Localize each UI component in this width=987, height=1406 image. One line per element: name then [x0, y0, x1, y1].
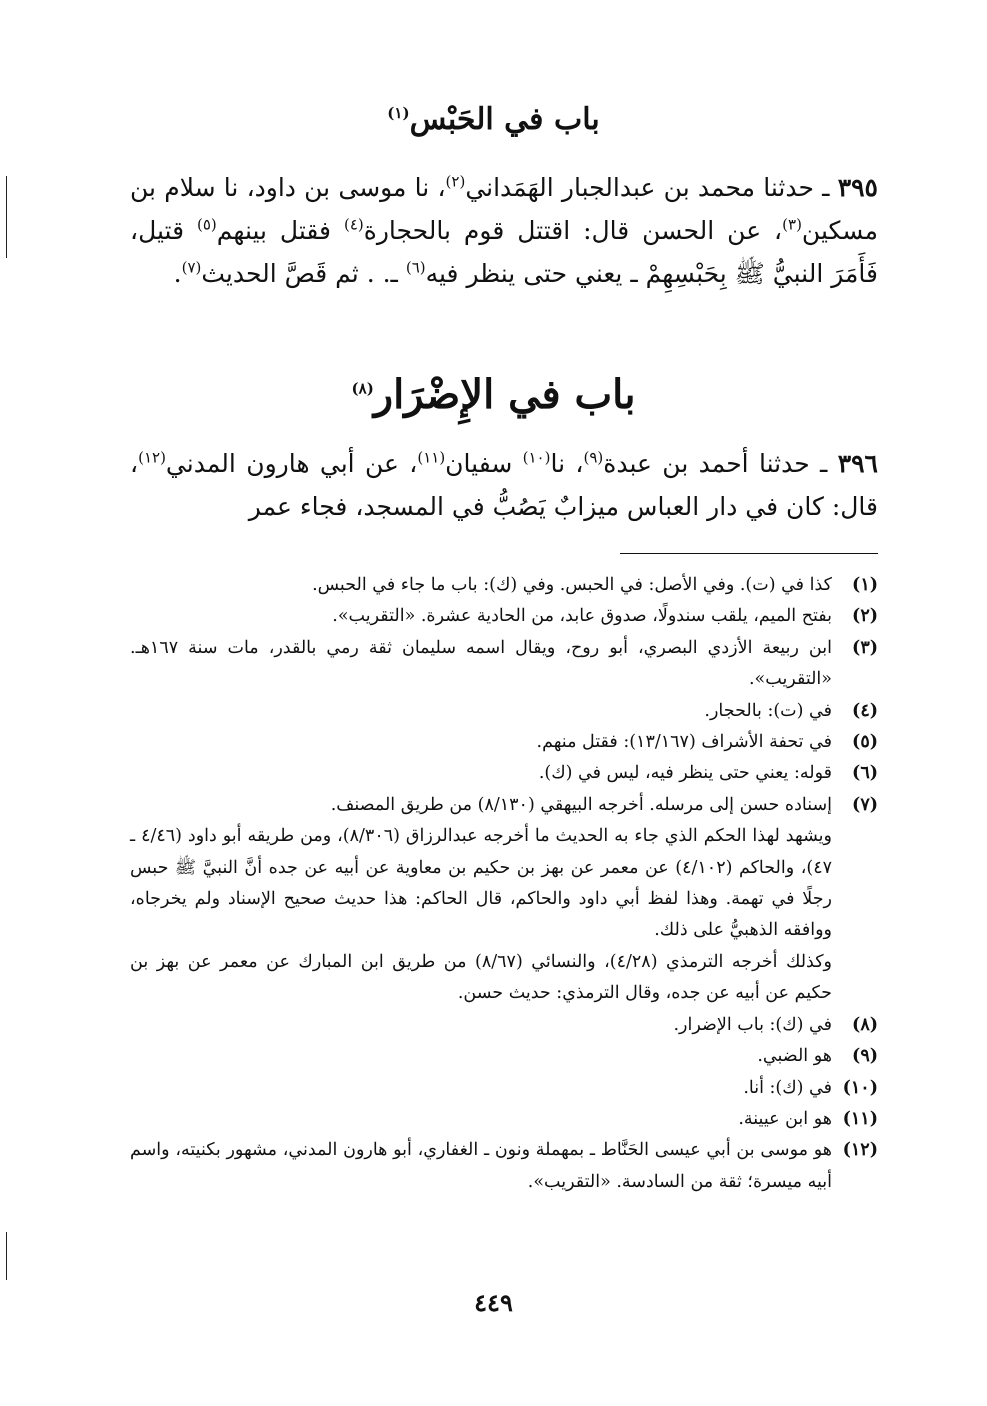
footnote-ref: (٩) [583, 448, 604, 467]
footnote-paragraph: في (ك): أنا. [743, 1077, 832, 1098]
footnote-text [130, 1135, 832, 1198]
footnote-text [130, 1010, 832, 1041]
footnote-text [130, 727, 832, 758]
footnote-ref: (٦) [405, 258, 426, 277]
footnote-text [130, 601, 832, 632]
text-run: ـ حدثنا أحمد بن عبدة [603, 449, 828, 478]
footnote-paragraph: وكذلك أخرجه الترمذي (٤/٢٨)، والنسائي (٨/٦٧) من طريق ابن المبارك عن معمر عن بهز بن حكيم عن أبيه عن جده، وقال الترمذي: حديث حسن. [130, 951, 832, 1004]
hadith-number: ٣٩٥ [837, 173, 878, 202]
footnote-number: (٩) [852, 1046, 878, 1067]
margin-mark [6, 176, 7, 258]
footnote-paragraph: ويشهد لهذا الحكم الذي جاء به الحديث ما أخرجه عبدالرزاق (٨/٣٠٦)، ومن طريقه أبو داود (٤/٤٦ ـ ٤٧)، والحاكم (٤/١٠٢) عن معمر عن بهز بن حكيم بن معاوية عن أبيه عن جده أنَّ النبيَّ ﷺ حبس رجلًا في تهمة. وهذا لفظ أبي داود والحاكم، قال الحاكم: هذا حديث صحيح الإسناد ولم يخرجاه، ووافقه الذهبيُّ على ذلك. [130, 826, 833, 941]
text-run: ، عن الحسن قال: اقتتل قوم بالحجارة [363, 216, 783, 245]
footnote-separator [620, 553, 878, 554]
footnote [130, 1073, 878, 1104]
footnote [130, 1135, 878, 1198]
footnote-paragraph: هو الضبي. [757, 1046, 832, 1067]
footnote-ref: (١) [387, 104, 410, 122]
footnote-paragraph: في (ت): بالحجار. [704, 700, 832, 721]
footnote-text [130, 790, 832, 1010]
hadith-text [130, 449, 878, 521]
hadith-text [130, 173, 878, 288]
footnote [130, 758, 878, 789]
footnote [130, 1104, 878, 1135]
footnote-ref: (١٢) [138, 448, 166, 467]
text-run: فقتل بينهم [216, 216, 344, 245]
text-run: ـ. . ثم قَصَّ الحديث [201, 259, 406, 288]
footnote-ref: (١٠) [522, 448, 551, 467]
hadith-number: ٣٩٦ [837, 449, 878, 478]
footnote-paragraph: في تحفة الأشراف (١٣/١٦٧): فقتل منهم. [536, 732, 832, 753]
footnote-number: (٣) [852, 637, 878, 658]
footnote-ref: (١١) [417, 448, 446, 467]
footnote [130, 1010, 878, 1041]
footnote [130, 696, 878, 727]
footnote-number: (٧) [852, 794, 878, 815]
margin-mark [6, 1232, 7, 1280]
text-run: قتيل، فَأَمَرَ النبيُّ ﷺ بِحَبْسِهِمْ ـ يعني حتى ينظر فيه [130, 216, 878, 288]
footnote-number: (٦) [852, 763, 878, 784]
chapter-title: باب في الحَبْس [409, 102, 600, 137]
footnote-paragraph: كذا في (ت). وفي الأصل: في الحبس. وفي (ك): باب ما جاء في الحبس. [312, 575, 832, 595]
footnote-number: (٥) [852, 732, 878, 753]
footnote-paragraph: في (ك): باب الإضرار. [673, 1014, 832, 1035]
chapter-heading [0, 100, 987, 140]
footnote-ref: (٥) [197, 215, 217, 234]
footnote-text [130, 633, 832, 696]
text-run: ، نا موسى بن داود، نا سلام بن مسكين [130, 173, 878, 245]
footnote [130, 1041, 878, 1072]
page-number: ٤٤٩ [474, 1288, 513, 1317]
footnote-paragraph: هو موسى بن أبي عيسى الحَنَّاط ـ بمهملة ونون ـ الغفاري، أبو هارون المدني، مشهور بكنيته، واسم أبيه ميسرة؛ ثقة من السادسة. «التقريب». [130, 1140, 832, 1192]
footnote-paragraph: قوله: يعني حتى ينظر فيه، ليس في (ك). [538, 763, 832, 784]
footnote-ref: (٤) [343, 215, 364, 234]
text-run: سفيان [445, 449, 523, 478]
chapter-heading [0, 368, 987, 422]
footnote [130, 570, 878, 601]
footnote-number: (١٢) [842, 1140, 878, 1161]
footnote-number: (١٠) [842, 1077, 878, 1098]
footnote-ref: (٧) [181, 258, 202, 277]
footnote-paragraph: هو ابن عيينة. [738, 1108, 832, 1129]
footnote [130, 601, 878, 632]
footnote-ref: (٢) [445, 172, 466, 191]
text-run: ـ حدثنا محمد بن عبدالجبار الهَمَداني [465, 173, 830, 202]
footnote-paragraph: ابن ربيعة الأزدي البصري، أبو روح، ويقال اسمه سليمان ثقة رمي بالقدر، مات سنة ١٦٧هـ. «التقريب». [130, 637, 832, 690]
footnote-text [130, 1041, 832, 1072]
hadith-paragraph [130, 442, 878, 528]
footnote-paragraph: إسناده حسن إلى مرسله. أخرجه البيهقي (٨/١٣٠) من طريق المصنف. [330, 794, 832, 815]
footnote-text [130, 1104, 832, 1135]
footnote-number: (٤) [852, 700, 878, 721]
hadith-paragraph [130, 166, 878, 295]
footnote-text [130, 1073, 832, 1104]
text-run: ، نا [550, 449, 584, 478]
footnote [130, 790, 878, 1010]
chapter-title: باب في الإِضْرَار [373, 371, 636, 418]
text-run: ، عن أبي هارون المدني [165, 449, 418, 478]
footnote-text [130, 696, 832, 727]
text-run: . [173, 259, 182, 288]
footnote-number: (١١) [842, 1108, 878, 1129]
footnote-number: (٨) [852, 1014, 878, 1035]
footnote-text [130, 758, 832, 789]
footnote-number: (١) [852, 575, 878, 595]
footnote-paragraph: بفتح الميم، يلقب سندولًا، صدوق عابد، من الحادية عشرة. «التقريب». [332, 606, 832, 627]
text-run: ، قال: كان في دار العباس ميزابٌ يَصُبُّ في المسجد، فجاء عمر [130, 449, 878, 521]
footnote [130, 633, 878, 696]
footnote-ref: (٣) [782, 215, 802, 234]
footnotes [130, 570, 878, 1198]
footnote [130, 727, 878, 758]
footnote-number: (٢) [852, 606, 878, 627]
footnote-ref: (٨) [351, 379, 374, 398]
footnote-text [130, 570, 832, 601]
